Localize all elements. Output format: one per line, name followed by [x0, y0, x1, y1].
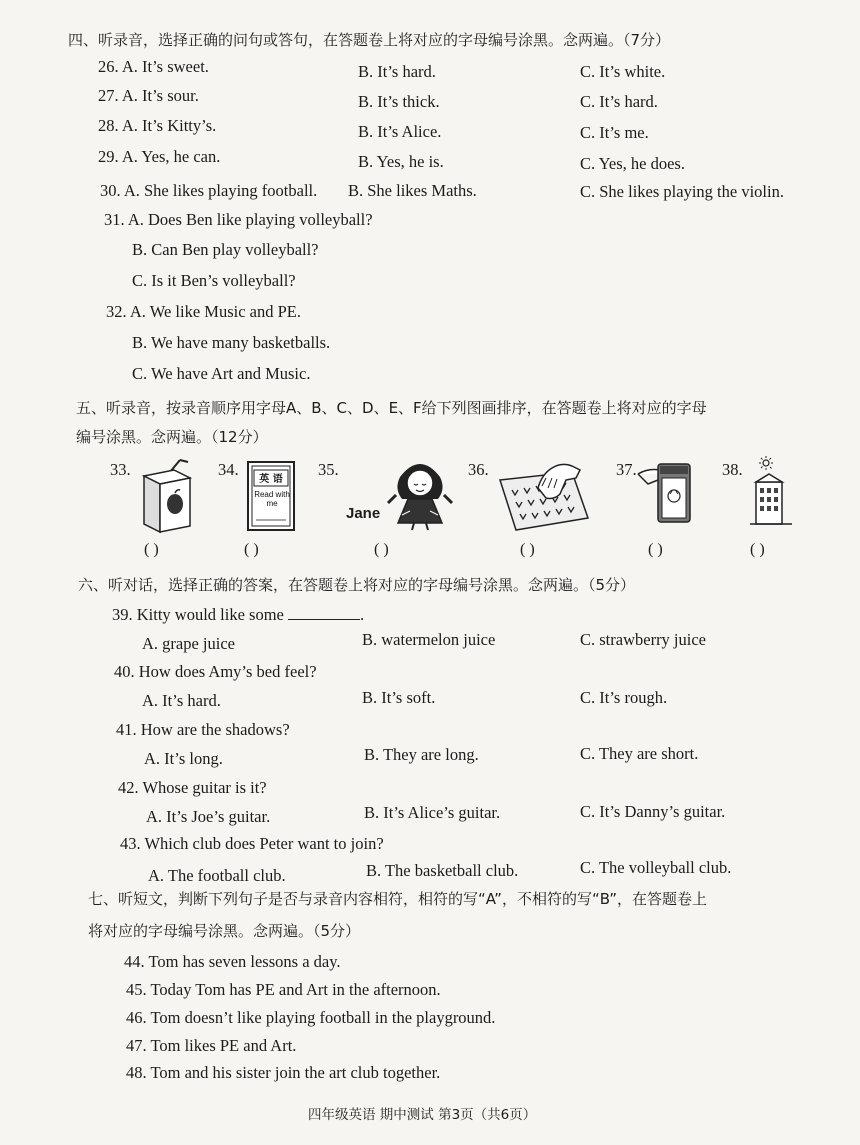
statement-48: 48. Tom and his sister join the art club together.	[126, 1063, 441, 1082]
q27-option-a: 27. A. It’s sour.	[98, 86, 199, 105]
q41-option-a: A. It’s long.	[144, 749, 223, 768]
q29-option-b: B. Yes, he is.	[358, 152, 444, 171]
box-with-hand-picture	[634, 456, 698, 524]
section6-heading: 六、听对话，选择正确的答案，在答题卷上将对应的字母编号涂黑。念两遍。（5分）	[78, 576, 636, 594]
q28-option-b: B. It’s Alice.	[358, 122, 442, 141]
q41-option-b: B. They are long.	[364, 745, 479, 764]
section7-heading-line1: 七、听短文，判断下列句子是否与录音内容相符，相符的写“A”，不相符的写“B”，在答题卷上	[88, 890, 707, 908]
q30-option-a: 30. A. She likes playing football.	[100, 181, 318, 200]
picture-label-33: 33.	[110, 460, 131, 479]
q40-option-c: C. It’s rough.	[580, 688, 668, 707]
q39-question	[112, 605, 364, 625]
book-title-text: 英 语	[259, 474, 283, 485]
statement-46: 46. Tom doesn’t like playing football in the playground.	[126, 1008, 496, 1027]
q29-option-c: C. Yes, he does.	[580, 154, 685, 173]
picture-label-35: 35.	[318, 460, 339, 479]
picture-label-34: 34.	[218, 460, 239, 479]
answer-blank-37[interactable]: ( )	[648, 541, 663, 558]
q40-option-b: B. It’s soft.	[362, 688, 436, 707]
q41-question: 41. How are the shadows?	[116, 720, 290, 739]
statement-44: 44. Tom has seven lessons a day.	[124, 952, 341, 971]
hand-touching-mat-picture	[498, 458, 590, 532]
answer-blank-33[interactable]: ( )	[144, 541, 159, 558]
juice-box-picture	[138, 458, 198, 536]
q30-option-b: B. She likes Maths.	[348, 181, 477, 200]
q39-option-a: A. grape juice	[142, 634, 235, 653]
q39-question-text: 39. Kitty would like some	[112, 605, 284, 624]
statement-47: 47. Tom likes PE and Art.	[126, 1036, 297, 1055]
q32-option-a: 32. A. We like Music and PE.	[106, 302, 301, 321]
q40-question: 40. How does Amy’s bed feel?	[114, 662, 317, 681]
q28-option-c: C. It’s me.	[580, 123, 649, 142]
jane-label: Jane	[346, 505, 381, 522]
q39-blank[interactable]	[288, 605, 360, 620]
q43-option-a: A. The football club.	[148, 866, 286, 885]
picture-label-37: 37.	[616, 460, 637, 479]
section4-heading: 四、听录音，选择正确的问句或答句，在答题卷上将对应的字母编号涂黑。念两遍。（7分）	[68, 31, 671, 49]
q43-option-c: C. The volleyball club.	[580, 858, 732, 877]
building-with-sun-picture	[748, 456, 796, 528]
q32-option-b: B. We have many basketballs.	[132, 333, 331, 352]
q26-option-b: B. It’s hard.	[358, 62, 436, 81]
section5-heading-line2: 编号涂黑。念两遍。（12分）	[76, 428, 268, 446]
section7-heading-line2: 将对应的字母编号涂黑。念两遍。（5分）	[88, 922, 361, 940]
q41-option-c: C. They are short.	[580, 744, 699, 763]
page-footer: 四年级英语 期中测试 第3页（共6页）	[308, 1107, 537, 1123]
q26-option-c: C. It’s white.	[580, 62, 666, 81]
q40-option-a: A. It’s hard.	[142, 691, 221, 710]
statement-45: 45. Today Tom has PE and Art in the afternoon.	[126, 980, 441, 999]
english-book-picture	[246, 460, 298, 534]
q39-option-b: B. watermelon juice	[362, 630, 496, 649]
q42-option-c: C. It’s Danny’s guitar.	[580, 802, 726, 821]
picture-label-36: 36.	[468, 460, 489, 479]
book-subtitle-text: Read with me	[254, 490, 290, 508]
q27-option-b: B. It’s thick.	[358, 92, 440, 111]
q31-option-b: B. Can Ben play volleyball?	[132, 240, 319, 259]
q43-question: 43. Which club does Peter want to join?	[120, 834, 384, 853]
q31-option-c: C. Is it Ben’s volleyball?	[132, 271, 296, 290]
q28-option-a: 28. A. It’s Kitty’s.	[98, 116, 217, 135]
q31-option-a: 31. A. Does Ben like playing volleyball?	[104, 210, 373, 229]
q42-option-a: A. It’s Joe’s guitar.	[146, 807, 271, 826]
picture-label-38: 38.	[722, 460, 743, 479]
q39-period: .	[360, 605, 365, 624]
answer-blank-34[interactable]: ( )	[244, 541, 259, 558]
q39-option-c: C. strawberry juice	[580, 630, 706, 649]
q27-option-c: C. It’s hard.	[580, 92, 658, 111]
q42-option-b: B. It’s Alice’s guitar.	[364, 803, 501, 822]
q29-option-a: 29. A. Yes, he can.	[98, 147, 221, 166]
q32-option-c: C. We have Art and Music.	[132, 364, 311, 383]
q26-option-a: 26. A. It’s sweet.	[98, 57, 209, 76]
answer-blank-38[interactable]: ( )	[750, 541, 765, 558]
answer-blank-35[interactable]: ( )	[374, 541, 389, 558]
answer-blank-36[interactable]: ( )	[520, 541, 535, 558]
girl-jane-picture	[384, 455, 456, 531]
q42-question: 42. Whose guitar is it?	[118, 778, 267, 797]
q30-option-c: C. She likes playing the violin.	[580, 182, 784, 201]
section5-heading-line1: 五、听录音，按录音顺序用字母A、B、C、D、E、F给下列图画排序，在答题卷上将对应的字母	[76, 399, 707, 417]
q43-option-b: B. The basketball club.	[366, 861, 519, 880]
